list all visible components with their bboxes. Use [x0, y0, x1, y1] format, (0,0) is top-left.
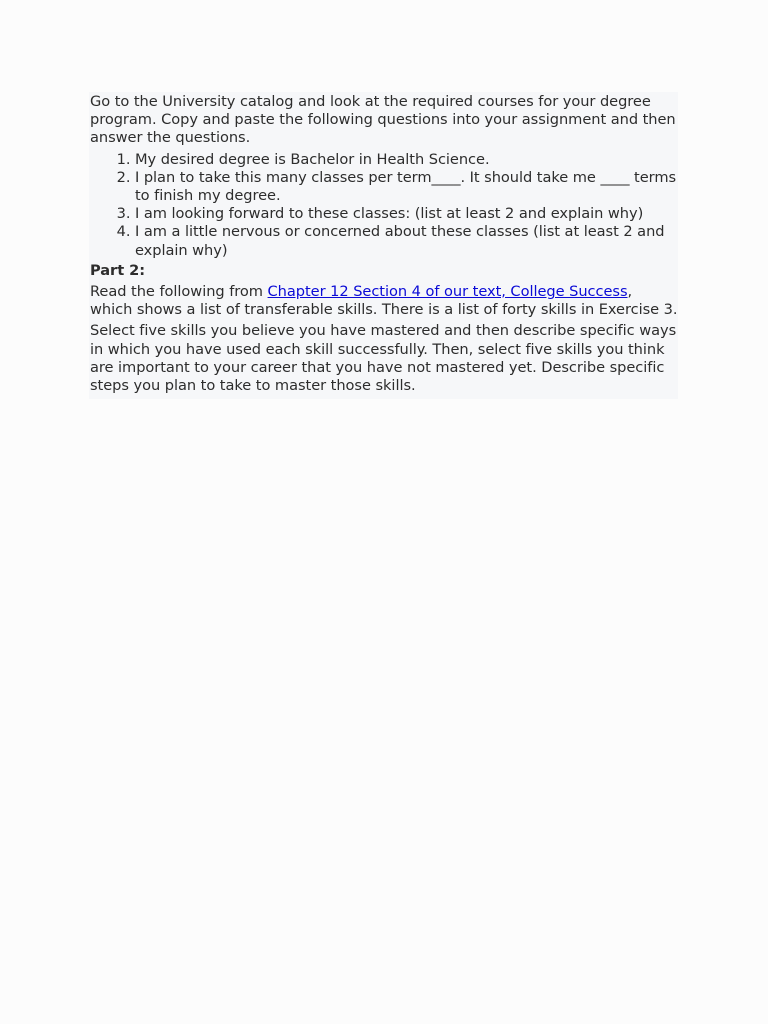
- intro-paragraph: Go to the University catalog and look at the required courses for your degree program. Copy and paste the following questions into your assignment and then answer the questions.: [90, 93, 676, 147]
- read-prefix-text: Read the following from: [90, 283, 268, 301]
- college-success-chapter-link[interactable]: Chapter 12 Section 4 of our text, College Success: [267, 283, 628, 301]
- questions-list: [89, 151, 678, 260]
- question-item-4: 4. I am a little nervous or concerned about these classes (list at least 2 and explain why): [135, 223, 678, 259]
- question-item-2: 2. I plan to take this many classes per term____. It should take me ____ terms to finish my degree.: [135, 169, 678, 205]
- part-2-instructions-paragraph: Select five skills you believe you have mastered and then describe specific ways in which you have used each skill successfully. Then, select five skills you think are important to your career that you have not mastered yet. Describe specific steps you plan to take to master those skills.: [90, 322, 677, 395]
- assignment-content: [89, 92, 678, 399]
- part-2-heading: Part 2:: [90, 261, 146, 279]
- question-item-1: 1. My desired degree is Bachelor in Health Science.: [135, 151, 678, 169]
- part-2-read-paragraph: [89, 283, 678, 319]
- question-item-3: 3. I am looking forward to these classes: (list at least 2 and explain why): [135, 205, 678, 223]
- read-suffix-text: , which shows a list of transferable skills. There is a list of forty skills in Exercise 3.: [90, 283, 678, 319]
